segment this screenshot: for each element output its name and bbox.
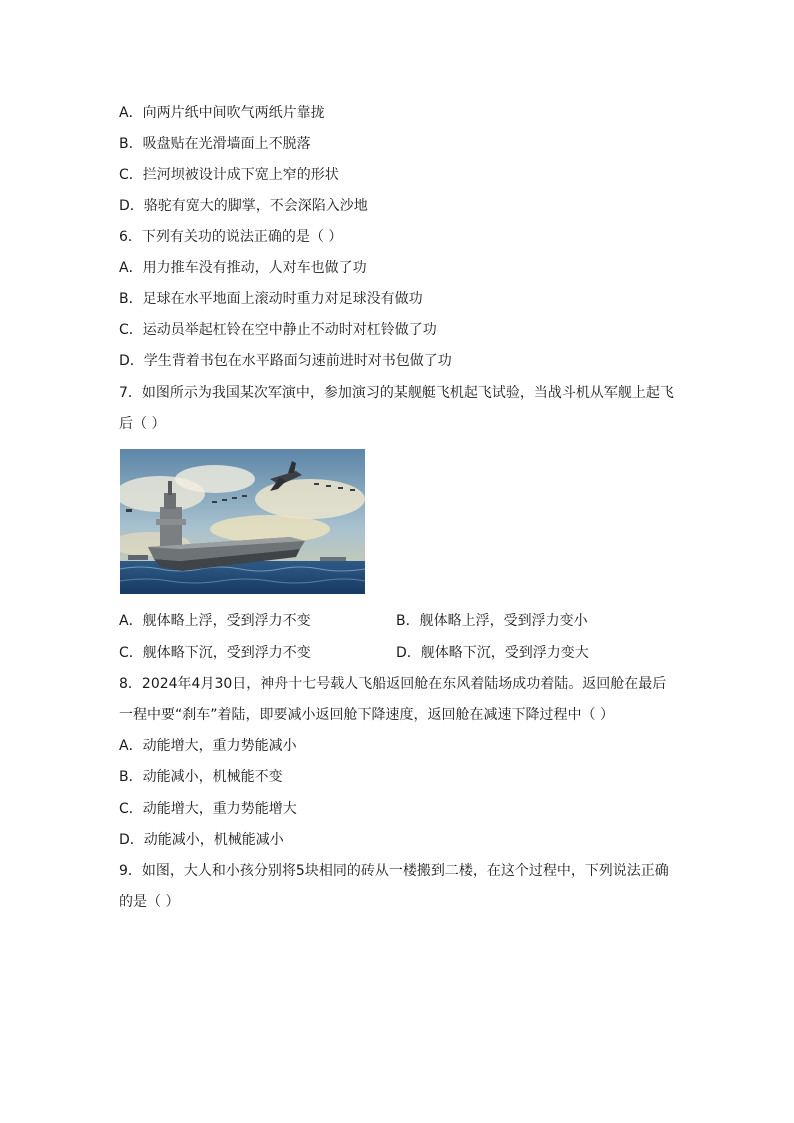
q8-stem-line1: 8．2024年4月30日，神舟十七号载人飞船返回舱在东风着陆场成功着陆。返回舱在最后 (119, 676, 667, 692)
q8-option-c: C．动能增大，重力势能增大 (119, 801, 297, 817)
q9-stem-line2: 的是（ ） (119, 894, 180, 910)
q5-option-c: C．拦河坝被设计成下宽上窄的形状 (119, 167, 339, 183)
q7-option-b: B．舰体略上浮，受到浮力变小 (396, 613, 588, 629)
q8-stem-line2: 一程中要“刹车”着陆，即要减小返回舱下降速度，返回舱在减速下降过程中（ ） (119, 707, 614, 723)
q7-option-d: D．舰体略下沉，受到浮力变大 (396, 645, 589, 661)
q7-option-c: C．舰体略下沉，受到浮力不变 (119, 645, 311, 661)
q6-option-c: C．运动员举起杠铃在空中静止不动时对杠铃做了功 (119, 322, 437, 338)
q8-option-a: A．动能增大，重力势能减小 (119, 738, 297, 754)
q7-stem-line1: 7．如图所示为我国某次军演中，参加演习的某舰艇飞机起飞试验，当战斗机从军舰上起飞 (119, 385, 674, 401)
q7-stem-line2: 后（ ） (119, 416, 166, 432)
aircraft-carrier-illustration-icon (120, 449, 365, 594)
q5-option-d: D．骆驼有宽大的脚掌，不会深陷入沙地 (119, 198, 368, 214)
q6-option-a: A．用力推车没有推动，人对车也做了功 (119, 260, 367, 276)
q6-stem: 6．下列有关功的说法正确的是（ ） (119, 229, 343, 245)
q8-option-b: B．动能减小，机械能不变 (119, 769, 283, 785)
q9-stem-line1: 9．如图，大人和小孩分别将5块相同的砖从一楼搬到二楼，在这个过程中，下列说法正确 (119, 863, 669, 879)
q8-option-d: D．动能减小，机械能减小 (119, 832, 284, 848)
q5-option-a: A．向两片纸中间吹气两纸片靠拢 (119, 105, 325, 121)
q6-option-b: B．足球在水平地面上滚动时重力对足球没有做功 (119, 291, 423, 307)
q7-option-a: A．舰体略上浮，受到浮力不变 (119, 613, 311, 629)
q5-option-b: B．吸盘贴在光滑墙面上不脱落 (119, 136, 311, 152)
q6-option-d: D．学生背着书包在水平路面匀速前进时对书包做了功 (119, 353, 452, 369)
